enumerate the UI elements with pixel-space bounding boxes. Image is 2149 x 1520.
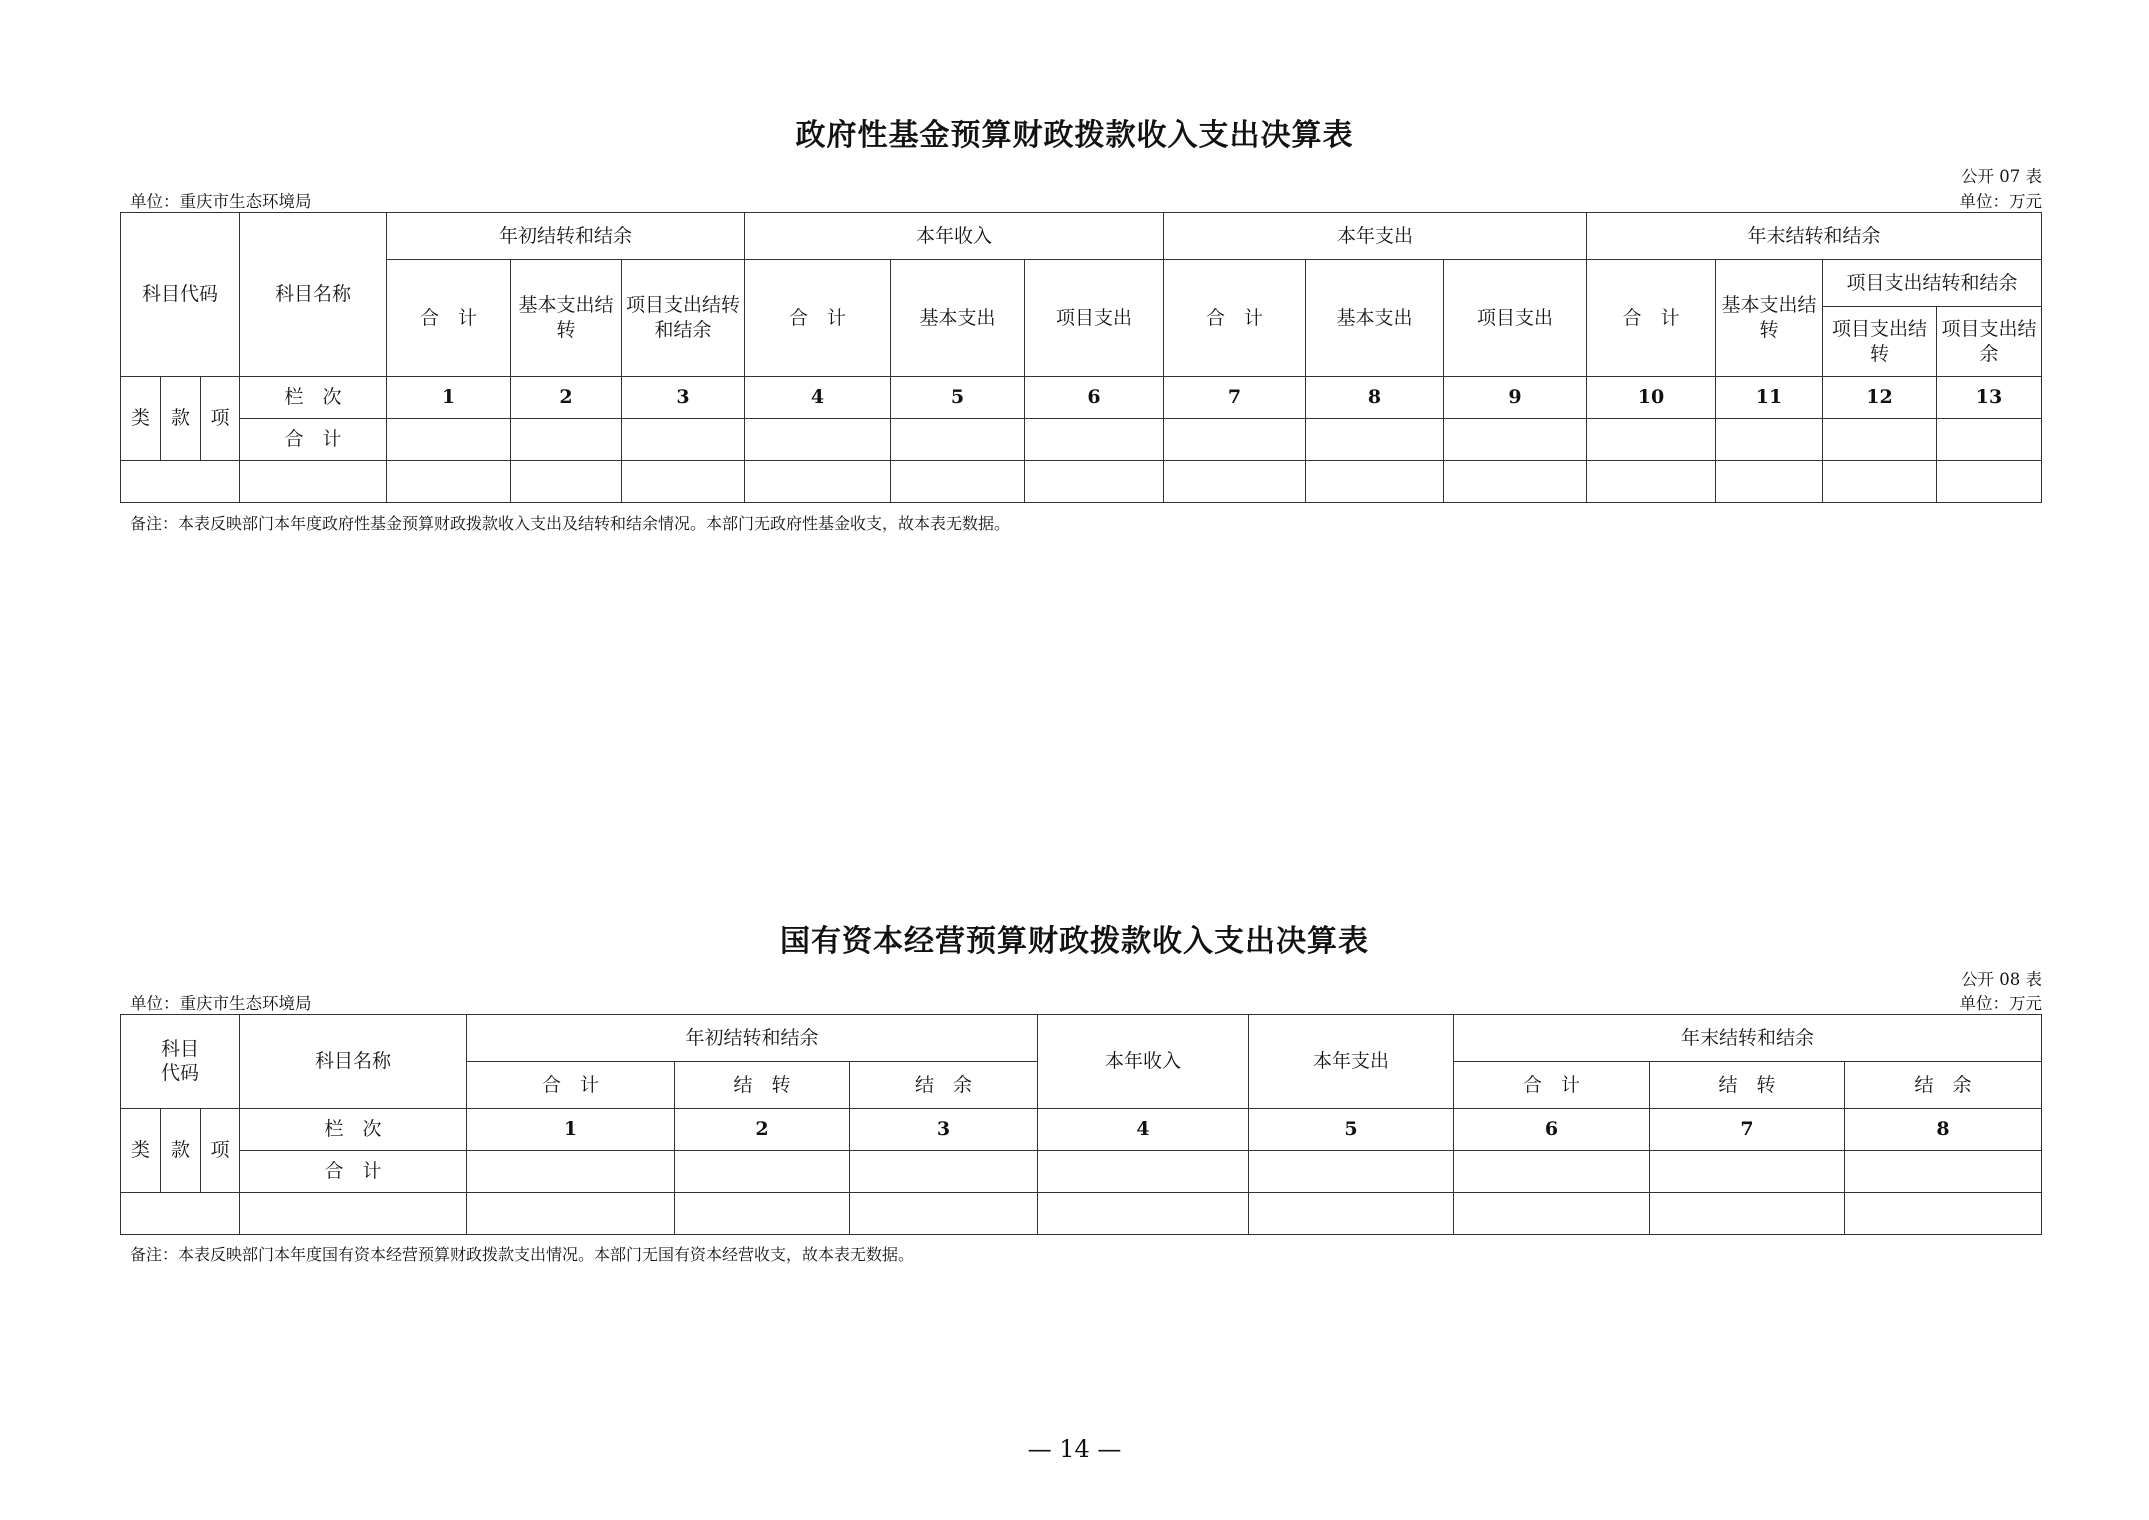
header-closing-total: 合 计	[1587, 260, 1716, 377]
table-cell	[1038, 1193, 1249, 1235]
table-cell	[745, 461, 891, 503]
column-number: 8	[1306, 377, 1444, 419]
table-cell	[1845, 1193, 2042, 1235]
table-cell	[1845, 1151, 2042, 1193]
table-cell	[467, 1151, 675, 1193]
table-cell	[1444, 419, 1587, 461]
table1-note: 备注：本表反映部门本年度政府性基金预算财政拨款收入支出及结转和结余情况。本部门无政府性基金收支，故本表无数据。	[130, 514, 1011, 533]
header-subject-code	[121, 1015, 240, 1109]
table-cell	[1454, 1193, 1650, 1235]
table1-number: 公开 07 表	[1961, 167, 2042, 186]
column-number: 12	[1823, 377, 1937, 419]
table1-unit-org: 单位：重庆市生态环境局	[130, 192, 312, 211]
header-xiang: 项	[201, 377, 240, 461]
table-cell	[1306, 461, 1444, 503]
table1-title: 政府性基金预算财政拨款收入支出决算表	[795, 118, 1354, 153]
header-closing: 年末结转和结余	[1587, 213, 2042, 260]
column-number: 3	[622, 377, 745, 419]
column-number: 7	[1650, 1109, 1845, 1151]
table-cell	[675, 1151, 850, 1193]
table-cell	[745, 419, 891, 461]
column-number: 6	[1025, 377, 1164, 419]
table-cell	[891, 461, 1025, 503]
table-cell	[850, 1193, 1038, 1235]
header-opening-total: 合 计	[467, 1062, 675, 1109]
table-cell	[1444, 461, 1587, 503]
table-cell	[1164, 461, 1306, 503]
table-cell	[1587, 419, 1716, 461]
table-cell	[1823, 419, 1937, 461]
table-cell	[240, 1193, 467, 1235]
header-subject-code: 科目代码	[121, 213, 240, 377]
column-number: 9	[1444, 377, 1587, 419]
header-closing-project-carry-balance: 项目支出结转和结余	[1823, 260, 2042, 307]
column-number: 11	[1716, 377, 1823, 419]
table-cell	[1650, 1151, 1845, 1193]
table-cell	[622, 419, 745, 461]
header-opening: 年初结转和结余	[387, 213, 745, 260]
header-opening-project-carry-balance: 项目支出结转和结余	[622, 260, 745, 377]
table-cell	[1716, 461, 1823, 503]
table-cell	[622, 461, 745, 503]
header-opening-balance: 结 余	[850, 1062, 1038, 1109]
header-lei: 类	[121, 1109, 161, 1193]
header-opening-carry: 结 转	[675, 1062, 850, 1109]
table-cell	[850, 1151, 1038, 1193]
column-number: 8	[1845, 1109, 2042, 1151]
table-cell	[1249, 1193, 1454, 1235]
table-cell	[1823, 461, 1937, 503]
table-cell	[511, 419, 622, 461]
table-cell	[240, 461, 387, 503]
table2-note: 备注：本表反映部门本年度国有资本经营预算财政拨款支出情况。本部门无国有资本经营收支，故本表无数据。	[130, 1245, 915, 1264]
header-closing-balance: 结 余	[1845, 1062, 2042, 1109]
table-cell	[1038, 1151, 1249, 1193]
column-number: 1	[467, 1109, 675, 1151]
table-cell	[511, 461, 622, 503]
header-expense-basic: 基本支出	[1306, 260, 1444, 377]
header-closing-carry: 结 转	[1650, 1062, 1845, 1109]
header-closing-total: 合 计	[1454, 1062, 1650, 1109]
table-cell	[1025, 461, 1164, 503]
column-number: 5	[1249, 1109, 1454, 1151]
total-row-label: 合 计	[240, 1151, 467, 1193]
header-kuan: 款	[161, 377, 201, 461]
table-cell	[1937, 419, 2042, 461]
table-cell	[1650, 1193, 1845, 1235]
column-number: 13	[1937, 377, 2042, 419]
table-cell	[387, 419, 511, 461]
header-opening-basic-carry: 基本支出结转	[511, 260, 622, 377]
header-expense: 本年支出	[1164, 213, 1587, 260]
header-closing-basic-carry: 基本支出结转	[1716, 260, 1823, 377]
table-cell	[1716, 419, 1823, 461]
column-number: 2	[511, 377, 622, 419]
column-row-label: 栏 次	[240, 377, 387, 419]
table-cell	[1164, 419, 1306, 461]
header-income-total: 合 计	[745, 260, 891, 377]
header-expense-project: 项目支出	[1444, 260, 1587, 377]
table2-title: 国有资本经营预算财政拨款收入支出决算表	[780, 924, 1369, 959]
column-number: 5	[891, 377, 1025, 419]
header-opening: 年初结转和结余	[467, 1015, 1038, 1062]
header-subject-name: 科目名称	[240, 1015, 467, 1109]
column-number: 1	[387, 377, 511, 419]
column-row-label: 栏 次	[240, 1109, 467, 1151]
table2-unit-money: 单位：万元	[1959, 994, 2042, 1013]
header-closing-project-balance: 项目支出结余	[1937, 307, 2042, 377]
header-income-project: 项目支出	[1025, 260, 1164, 377]
header-expense-total: 合 计	[1164, 260, 1306, 377]
header-closing: 年末结转和结余	[1454, 1015, 2042, 1062]
total-row-label: 合 计	[240, 419, 387, 461]
table2-unit-org: 单位：重庆市生态环境局	[130, 994, 312, 1013]
page-number: — 14 —	[1027, 1435, 1122, 1463]
column-number: 7	[1164, 377, 1306, 419]
column-number: 3	[850, 1109, 1038, 1151]
table-cell	[467, 1193, 675, 1235]
header-opening-total: 合 计	[387, 260, 511, 377]
header-lei: 类	[121, 377, 161, 461]
header-income-basic: 基本支出	[891, 260, 1025, 377]
table1-unit-money: 单位：万元	[1959, 192, 2042, 211]
table-cell	[1587, 461, 1716, 503]
header-closing-project-carry: 项目支出结转	[1823, 307, 1937, 377]
table-cell	[891, 419, 1025, 461]
header-xiang: 项	[201, 1109, 240, 1193]
table-cell	[1249, 1151, 1454, 1193]
table-cell	[1454, 1151, 1650, 1193]
column-number: 6	[1454, 1109, 1650, 1151]
column-number: 4	[745, 377, 891, 419]
header-income: 本年收入	[1038, 1015, 1249, 1109]
column-number: 2	[675, 1109, 850, 1151]
header-kuan: 款	[161, 1109, 201, 1193]
table-cell	[121, 461, 240, 503]
table-cell	[1937, 461, 2042, 503]
header-subject-code-text: 科目代码	[160, 1037, 199, 1084]
header-expense: 本年支出	[1249, 1015, 1454, 1109]
column-number: 4	[1038, 1109, 1249, 1151]
table1	[120, 212, 2042, 503]
header-subject-name: 科目名称	[240, 213, 387, 377]
header-income: 本年收入	[745, 213, 1164, 260]
table-cell	[387, 461, 511, 503]
table-cell	[675, 1193, 850, 1235]
table-cell	[1306, 419, 1444, 461]
column-number: 10	[1587, 377, 1716, 419]
table-cell	[1025, 419, 1164, 461]
table2-number: 公开 08 表	[1961, 970, 2042, 989]
table-cell	[121, 1193, 240, 1235]
table2	[120, 1014, 2042, 1235]
